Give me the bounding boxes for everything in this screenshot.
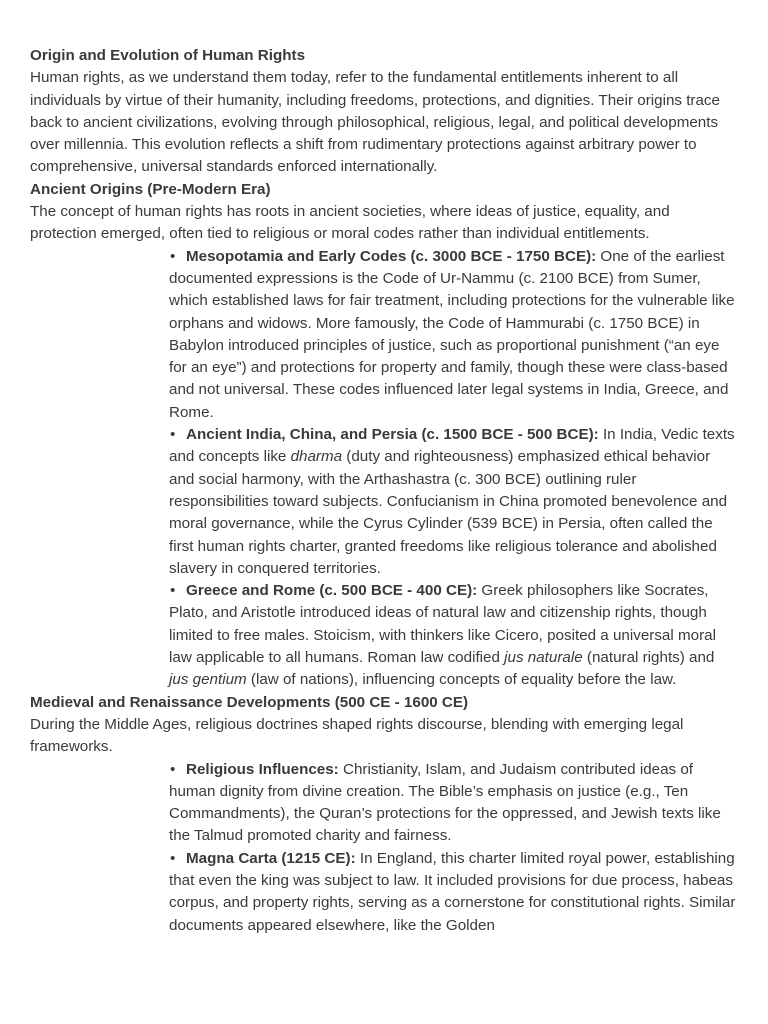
bullet-marker: • xyxy=(170,760,176,778)
list-item xyxy=(169,848,738,937)
bullet-lead: Religious Influences: xyxy=(186,760,339,778)
list-item xyxy=(169,246,738,424)
bullet-marker: • xyxy=(170,849,176,867)
section-intro-ancient: The concept of human rights has roots in ancient societies, where ideas of justice, equality, and protection emerged, often tied to religious or moral codes rather than individual entitlements. xyxy=(30,203,670,243)
document-title: Origin and Evolution of Human Rights xyxy=(30,47,306,64)
bullet-body: (law of nations), influencing concepts of equality before the law. xyxy=(246,671,677,689)
bullet-body: In England, this charter limited royal power, establishing that even the king was subject to law. It included provisions for due process, habeas corpus, and property rights, serving as a cornerstone for constitutional rights. Similar documents appeared elsewhere, like the Golden xyxy=(169,849,736,934)
italic-term: dharma xyxy=(290,448,343,466)
bullet-body: In India, Vedic texts and concepts like xyxy=(169,426,735,466)
intro-paragraph: Human rights, as we understand them today, refer to the fundamental entitlements inherent to all individuals by virtue of their humanity, including freedoms, protections, and dignities. Their origins trace back to ancient civilizations, evolving through philosophical, religious, legal, and political developments over millennia. This evolution reflects a shift from rudimentary protections against arbitrary power to comprehensive, universal standards enforced internationally. xyxy=(30,69,720,176)
bullet-body: One of the earliest documented expressions is the Code of Ur-Nammu (c. 2100 BCE) from Sumer, which established laws for fair treatment, including protections for the vulnerable like orphans and widows. More famously, the Code of Hammurabi (c. 1750 BCE) in Babylon introduced principles of justice, such as proportional punishment (“an eye for an eye”) and protections for property and family, though these were class-based and not universal. These codes influenced later legal systems in India, Greece, and Rome. xyxy=(169,247,735,421)
bullet-lead: Greece and Rome (c. 500 BCE - 400 CE): xyxy=(186,582,478,600)
bullet-body: (duty and righteousness) emphasized ethical behavior and social harmony, with the Arthashastra (c. 300 BCE) outlining ruler responsibilities toward subjects. Confucianism in China promoted benevolence and moral governance, while the Cyrus Cylinder (539 BCE) in Persia, often called the first human rights charter, granted freedoms like religious tolerance and abolished slavery in conquered territories. xyxy=(169,448,728,577)
bullet-body: Christianity, Islam, and Judaism contributed ideas of human dignity from divine creation. The Bible’s emphasis on justice (e.g., Ten Commandments), the Quran’s protections for the oppressed, and Jewish texts like the Talmud promoted charity and fairness. xyxy=(169,760,721,845)
bullet-body: Greek philosophers like Socrates, Plato, and Aristotle introduced ideas of natural law and citizenship rights, though limited to free males. Stoicism, with thinkers like Cicero, posited a universal moral law applicable to all humans. Roman law codified xyxy=(169,582,716,667)
section-heading-medieval: Medieval and Renaissance Developments (500 CE - 1600 CE) xyxy=(30,693,469,711)
bullet-lead: Magna Carta (1215 CE): xyxy=(186,849,356,867)
bullet-marker: • xyxy=(170,247,176,265)
bullet-list-ancient xyxy=(30,246,738,692)
bullet-marker: • xyxy=(170,426,176,444)
list-item xyxy=(169,424,738,580)
italic-term: jus naturale xyxy=(504,649,583,667)
list-item xyxy=(169,580,738,691)
section-intro-medieval: During the Middle Ages, religious doctrines shaped rights discourse, blending with emerging legal frameworks. xyxy=(30,715,684,756)
bullet-list-medieval xyxy=(30,759,738,937)
bullet-lead: Ancient India, China, and Persia (c. 1500 BCE - 500 BCE): xyxy=(186,426,599,444)
list-item xyxy=(169,759,738,848)
bullet-lead: Mesopotamia and Early Codes (c. 3000 BCE - 1750 BCE): xyxy=(186,247,597,265)
bullet-body: (natural rights) and xyxy=(582,649,715,667)
italic-term: jus gentium xyxy=(169,671,247,689)
bullet-marker: • xyxy=(170,582,176,600)
section-heading-ancient: Ancient Origins (Pre-Modern Era) xyxy=(30,180,271,198)
